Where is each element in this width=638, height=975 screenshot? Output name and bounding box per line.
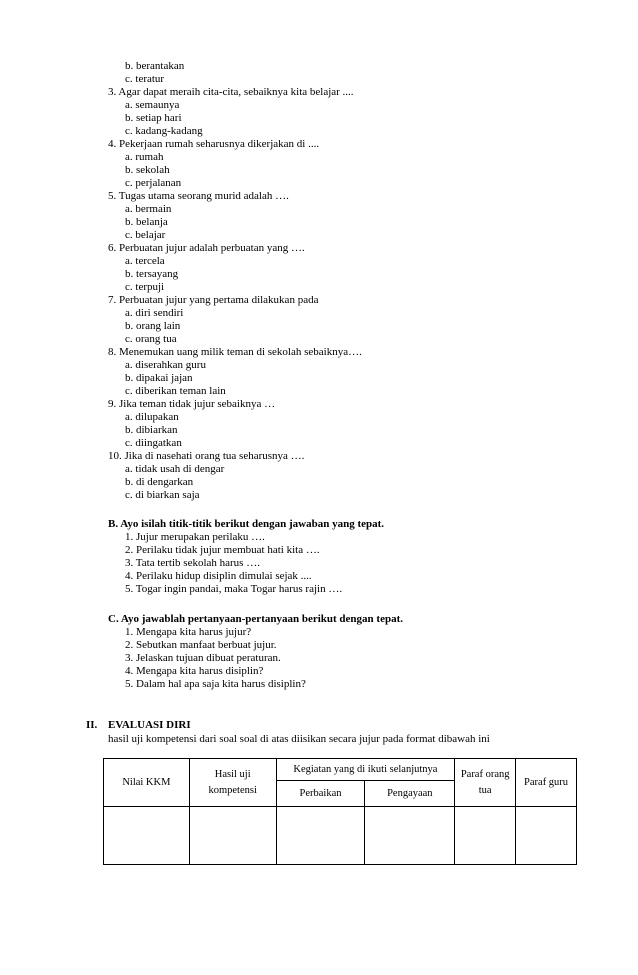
cell-paraf-guru[interactable]	[516, 807, 577, 865]
q3-option-c: c. kadang-kadang	[125, 125, 203, 137]
q6-option-c: c. terpuji	[125, 281, 165, 293]
section-ii-number: II.	[86, 719, 98, 731]
q5-option-a: a. bermain	[125, 203, 172, 215]
q4-option-c: c. perjalanan	[125, 177, 182, 189]
question-4: 4. Pekerjaan rumah seharusnya dikerjakan di ....	[108, 138, 320, 150]
q7-option-b: b. orang lain	[125, 320, 181, 332]
q7-option-c: c. orang tua	[125, 333, 177, 345]
section-b-item-1: 1. Jujur merupakan perilaku ….	[125, 531, 265, 543]
q2-option-b: b. berantakan	[125, 60, 185, 72]
cell-perbaikan[interactable]	[276, 807, 365, 865]
q9-option-c: c. diingatkan	[125, 437, 182, 449]
q8-option-b: b. dipakai jajan	[125, 372, 193, 384]
header-paraf-orang-tua: Paraf orang tua	[455, 759, 516, 807]
section-b-item-5: 5. Togar ingin pandai, maka Togar harus rajin ….	[125, 583, 343, 595]
q6-option-b: b. tersayang	[125, 268, 179, 280]
header-kegiatan: Kegiatan yang di ikuti selanjutnya	[276, 759, 455, 781]
header-paraf-guru: Paraf guru	[516, 759, 577, 807]
q8-option-c: c. diberikan teman lain	[125, 385, 226, 397]
question-7: 7. Perbuatan jujur yang pertama dilakukan pada	[108, 294, 319, 306]
cell-hasil-uji[interactable]	[189, 807, 276, 865]
section-b-title: B. Ayo isilah titik-titik berikut dengan jawaban yang tepat.	[108, 518, 385, 530]
section-c-title: C. Ayo jawablah pertanyaan-pertanyaan berikut dengan tepat.	[108, 613, 403, 625]
cell-pengayaan[interactable]	[365, 807, 455, 865]
header-hasil-uji-kompetensi: Hasil uji kompetensi	[189, 759, 276, 807]
q3-option-b: b. setiap hari	[125, 112, 182, 124]
section-ii-title: EVALUASI DIRI	[108, 719, 191, 731]
section-c-item-5: 5. Dalam hal apa saja kita harus disiplin?	[125, 678, 306, 690]
section-c-item-1: 1. Mengapa kita harus jujur?	[125, 626, 252, 638]
question-6: 6. Perbuatan jujur adalah perbuatan yang ….	[108, 242, 305, 254]
q9-option-b: b. dibiarkan	[125, 424, 178, 436]
q10-option-c: c. di biarkan saja	[125, 489, 200, 501]
question-3: 3. Agar dapat meraih cita-cita, sebaiknya kita belajar ....	[108, 86, 354, 98]
q8-option-a: a. diserahkan guru	[125, 359, 206, 371]
header-perbaikan: Perbaikan	[276, 781, 365, 807]
q5-option-b: b. belanja	[125, 216, 168, 228]
section-ii-description: hasil uji kompetensi dari soal soal di atas diisikan secara jujur pada format dibawah ini	[108, 733, 490, 745]
q3-option-a: a. semaunya	[125, 99, 180, 111]
question-5: 5. Tugas utama seorang murid adalah ….	[108, 190, 289, 202]
q6-option-a: a. tercela	[125, 255, 165, 267]
q2-option-c: c. teratur	[125, 73, 165, 85]
q7-option-a: a. diri sendiri	[125, 307, 184, 319]
question-9: 9. Jika teman tidak jujur sebaiknya …	[108, 398, 276, 410]
cell-nilai-kkm[interactable]	[104, 807, 190, 865]
q4-option-a: a. rumah	[125, 151, 164, 163]
section-b-item-4: 4. Perilaku hidup disiplin dimulai sejak ....	[125, 570, 312, 582]
cell-paraf-orang-tua[interactable]	[455, 807, 516, 865]
header-pengayaan: Pengayaan	[365, 781, 455, 807]
q5-option-c: c. belajar	[125, 229, 166, 241]
q10-option-b: b. di dengarkan	[125, 476, 194, 488]
section-b-item-3: 3. Tata tertib sekolah harus ….	[125, 557, 260, 569]
section-c-item-3: 3. Jelaskan tujuan dibuat peraturan.	[125, 652, 281, 664]
q10-option-a: a. tidak usah di dengar	[125, 463, 225, 475]
header-nilai-kkm: Nilai KKM	[104, 759, 190, 807]
q4-option-b: b. sekolah	[125, 164, 170, 176]
section-c-item-4: 4. Mengapa kita harus disiplin?	[125, 665, 264, 677]
section-b-item-2: 2. Perilaku tidak jujur membuat hati kita ….	[125, 544, 320, 556]
question-10: 10. Jika di nasehati orang tua seharusnya ….	[108, 450, 305, 462]
question-8: 8. Menemukan uang milik teman di sekolah sebaiknya….	[108, 346, 362, 358]
q9-option-a: a. dilupakan	[125, 411, 179, 423]
evaluation-table	[103, 758, 577, 865]
section-c-item-2: 2. Sebutkan manfaat berbuat jujur.	[125, 639, 277, 651]
